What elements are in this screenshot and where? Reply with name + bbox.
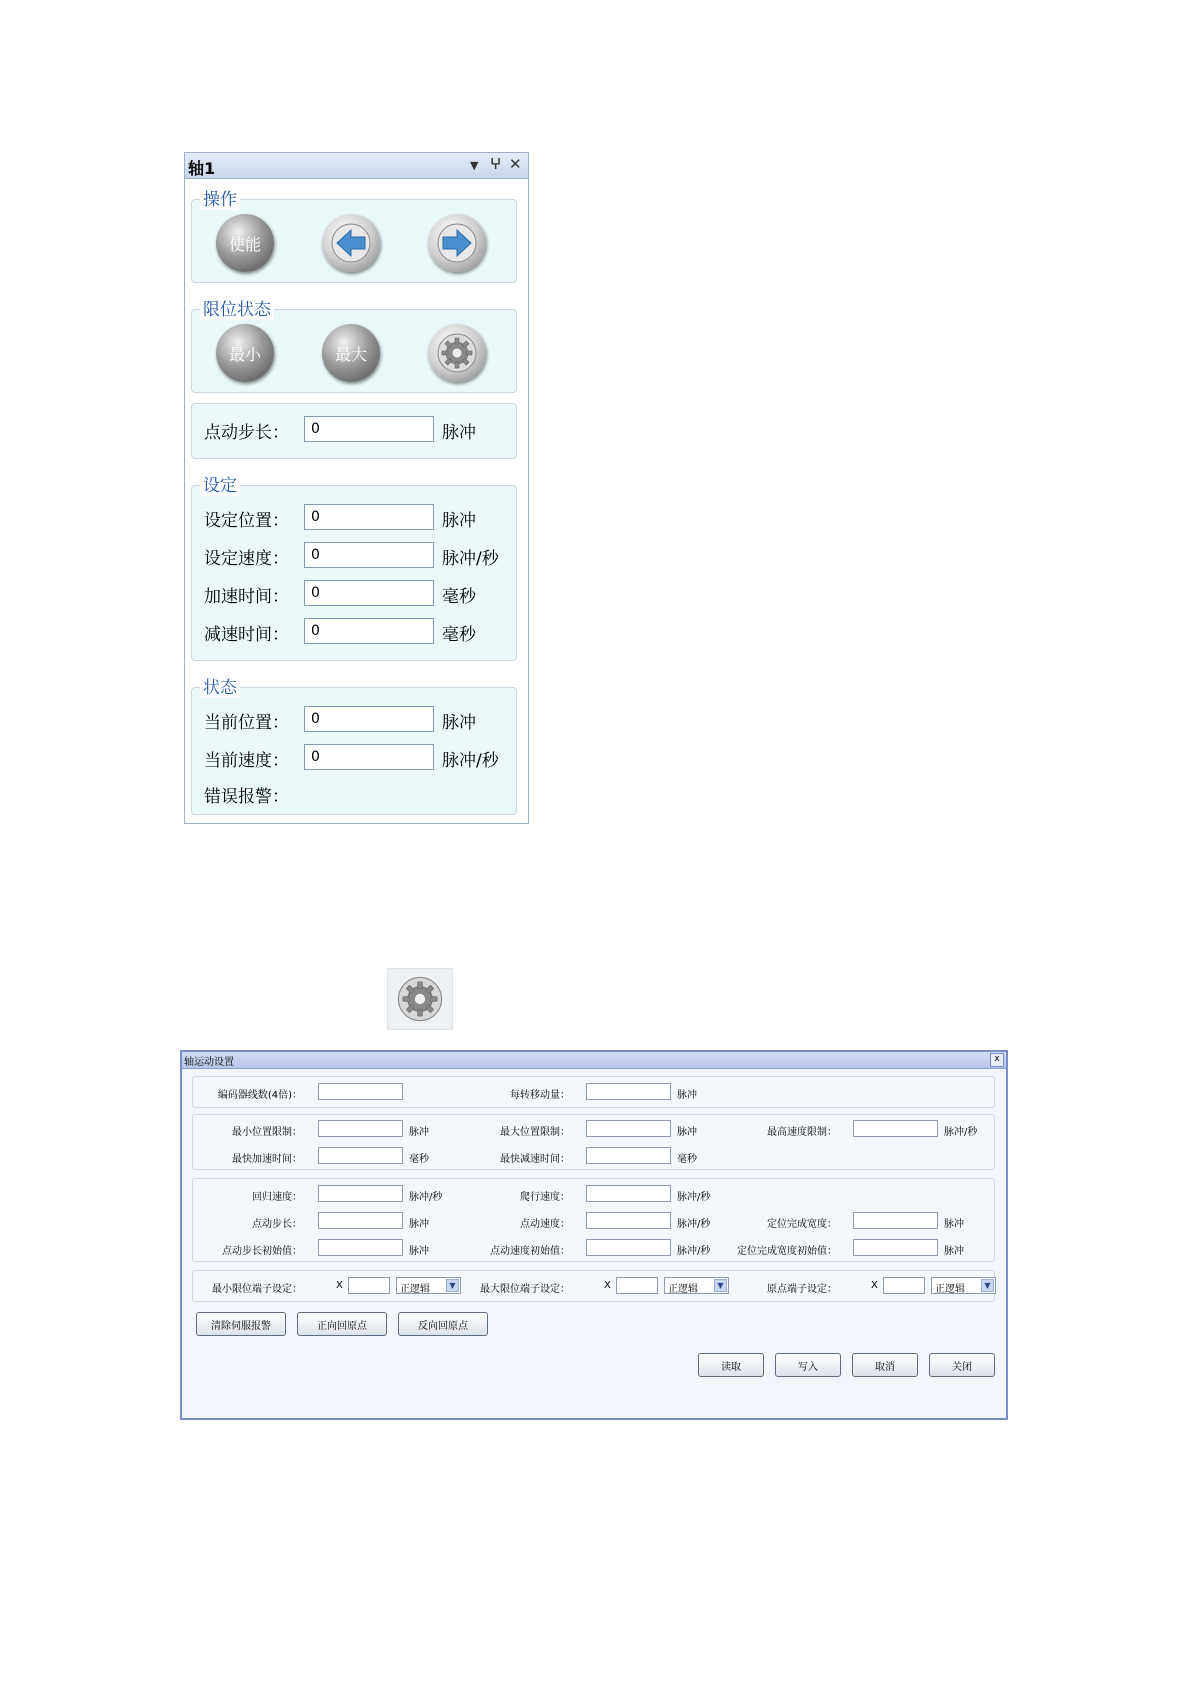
move-left-button[interactable] (322, 214, 380, 272)
max-speed-limit-label: 最高速度限制： (767, 1127, 837, 1138)
positioning-width-label: 定位完成宽度： (767, 1219, 837, 1230)
settings-button[interactable] (428, 324, 486, 382)
error-alarm-label: 错误报警： (204, 787, 289, 807)
home-speed-input[interactable] (318, 1185, 403, 1202)
chevron-down-icon[interactable]: ▼ (981, 1279, 994, 1292)
max-position-limit-input[interactable] (586, 1120, 671, 1137)
read-button[interactable]: 读取 (698, 1353, 764, 1377)
jog-step-label: 点动步长： (204, 423, 289, 443)
jog-step-setting-input[interactable] (318, 1212, 403, 1229)
home-speed-unit: 脉冲/秒 (409, 1192, 443, 1203)
per-rev-label: 每转移动量： (510, 1090, 570, 1101)
jog-speed-initial-unit: 脉冲/秒 (677, 1246, 711, 1257)
set-speed-unit: 脉冲/秒 (442, 549, 499, 569)
min-decel-time-input[interactable] (586, 1147, 671, 1164)
min-decel-time-unit: 毫秒 (677, 1154, 697, 1165)
panel-title: 轴1 (188, 159, 216, 178)
min-limit-label: 最小 (228, 344, 261, 364)
max-speed-limit-input[interactable] (853, 1120, 938, 1137)
positioning-width-initial-label: 定位完成宽度初始值： (737, 1246, 837, 1257)
home-reverse-button[interactable]: 反向回原点 (398, 1312, 488, 1336)
panel-title-bar (185, 153, 528, 179)
min-position-limit-input[interactable] (318, 1120, 403, 1137)
cancel-button[interactable]: 取消 (852, 1353, 918, 1377)
origin-terminal-label: 原点端子设定： (767, 1284, 837, 1295)
dropdown-icon[interactable]: ▼ (470, 159, 479, 172)
clear-servo-alarm-button[interactable]: 清除伺服报警 (196, 1312, 286, 1336)
positioning-width-initial-input[interactable] (853, 1239, 938, 1256)
chevron-down-icon[interactable]: ▼ (714, 1279, 727, 1292)
jog-step-setting-label: 点动步长： (252, 1219, 302, 1230)
set-speed-input[interactable]: 0 (304, 542, 434, 568)
creep-speed-unit: 脉冲/秒 (677, 1192, 711, 1203)
jog-speed-label: 点动速度： (520, 1219, 570, 1230)
home-speed-label: 回归速度： (252, 1192, 302, 1203)
limit-legend: 限位状态 (200, 300, 274, 320)
jog-speed-initial-label: 点动速度初始值： (490, 1246, 570, 1257)
max-limit-terminal-input[interactable] (616, 1277, 658, 1294)
gear-icon (395, 974, 445, 1024)
chevron-down-icon[interactable]: ▼ (446, 1279, 459, 1292)
min-accel-time-input[interactable] (318, 1147, 403, 1164)
max-position-limit-unit: 脉冲 (677, 1127, 697, 1138)
dialog-title: 轴运动设置 (184, 1057, 234, 1068)
axis-motion-settings-dialog (180, 1050, 1008, 1420)
enable-label: 使能 (228, 234, 261, 254)
jog-step-initial-input[interactable] (318, 1239, 403, 1256)
jog-group (191, 403, 517, 459)
pin-icon[interactable]: ⵖ (490, 155, 502, 173)
min-limit-logic-select[interactable] (396, 1277, 461, 1294)
axis-panel (184, 152, 529, 824)
encoder-group (192, 1076, 995, 1108)
left-arrow-icon (329, 221, 373, 265)
move-right-button[interactable] (428, 214, 486, 272)
current-speed-value: 0 (304, 744, 434, 770)
origin-logic-select[interactable] (931, 1277, 996, 1294)
min-limit-x-prefix: X (336, 1280, 343, 1291)
jog-step-input[interactable]: 0 (304, 416, 434, 442)
min-decel-time-label: 最快减速时间： (500, 1154, 570, 1165)
jog-speed-unit: 脉冲/秒 (677, 1219, 711, 1230)
close-button[interactable]: 关闭 (929, 1353, 995, 1377)
jog-step-setting-unit: 脉冲 (409, 1219, 429, 1230)
creep-speed-label: 爬行速度： (520, 1192, 570, 1203)
jog-step-unit: 脉冲 (442, 423, 476, 443)
settings-legend: 设定 (200, 476, 240, 496)
origin-terminal-input[interactable] (883, 1277, 925, 1294)
decel-time-unit: 毫秒 (442, 625, 476, 645)
right-arrow-icon (435, 221, 479, 265)
min-position-limit-label: 最小位置限制： (232, 1127, 302, 1138)
current-speed-unit: 脉冲/秒 (442, 751, 499, 771)
jog-speed-input[interactable] (586, 1212, 671, 1229)
panel-body (185, 179, 528, 823)
max-limit-logic-select[interactable] (664, 1277, 729, 1294)
status-legend: 状态 (200, 678, 240, 698)
decel-time-label: 减速时间： (204, 625, 289, 645)
status-group (191, 678, 517, 815)
positioning-width-initial-unit: 脉冲 (944, 1246, 964, 1257)
per-rev-unit: 脉冲 (677, 1090, 697, 1101)
current-position-label: 当前位置： (204, 713, 289, 733)
min-position-limit-unit: 脉冲 (409, 1127, 429, 1138)
positioning-width-unit: 脉冲 (944, 1219, 964, 1230)
jog-speed-initial-input[interactable] (586, 1239, 671, 1256)
decel-time-input[interactable]: 0 (304, 618, 434, 644)
home-forward-button[interactable]: 正向回原点 (297, 1312, 387, 1336)
origin-logic-value: 正逻辑 (935, 1284, 965, 1295)
current-position-unit: 脉冲 (442, 713, 476, 733)
min-limit-terminal-input[interactable] (348, 1277, 390, 1294)
gear-icon-preview (387, 968, 453, 1030)
homing-jog-group (192, 1178, 995, 1262)
jog-step-initial-unit: 脉冲 (409, 1246, 429, 1257)
set-speed-label: 设定速度： (204, 549, 289, 569)
set-position-input[interactable]: 0 (304, 504, 434, 530)
set-position-label: 设定位置： (204, 511, 289, 531)
jog-step-initial-label: 点动步长初始值： (222, 1246, 302, 1257)
encoder-lines-label: 编码器线数(4倍)： (217, 1090, 302, 1101)
dialog-close-icon[interactable]: x (990, 1053, 1004, 1067)
max-speed-limit-unit: 脉冲/秒 (944, 1127, 978, 1138)
min-accel-time-label: 最快加速时间： (232, 1154, 302, 1165)
max-limit-indicator (322, 324, 380, 382)
gear-icon (435, 331, 479, 375)
max-limit-logic-value: 正逻辑 (668, 1284, 698, 1295)
max-limit-label: 最大 (334, 344, 367, 364)
operation-group (191, 190, 517, 283)
accel-time-label: 加速时间： (204, 587, 289, 607)
max-limit-terminal-label: 最大限位端子设定： (480, 1284, 570, 1295)
encoder-lines-input[interactable] (318, 1083, 403, 1100)
per-rev-input[interactable] (586, 1083, 671, 1100)
terminal-settings-group (192, 1270, 995, 1302)
accel-time-unit: 毫秒 (442, 587, 476, 607)
operation-legend: 操作 (200, 190, 240, 210)
enable-button[interactable] (216, 214, 274, 272)
write-button[interactable]: 写入 (775, 1353, 841, 1377)
min-limit-logic-value: 正逻辑 (400, 1284, 430, 1295)
max-limit-x-prefix: X (604, 1280, 611, 1291)
set-position-unit: 脉冲 (442, 511, 476, 531)
min-limit-indicator (216, 324, 274, 382)
max-position-limit-label: 最大位置限制： (500, 1127, 570, 1138)
min-limit-terminal-label: 最小限位端子设定： (212, 1284, 302, 1295)
origin-x-prefix: X (871, 1280, 878, 1291)
current-position-value: 0 (304, 706, 434, 732)
creep-speed-input[interactable] (586, 1185, 671, 1202)
min-accel-time-unit: 毫秒 (409, 1154, 429, 1165)
limit-settings-group (192, 1114, 995, 1170)
dialog-title-bar (182, 1052, 1006, 1069)
limit-group (191, 300, 517, 393)
positioning-width-input[interactable] (853, 1212, 938, 1229)
close-icon[interactable]: ✕ (509, 155, 522, 173)
current-speed-label: 当前速度： (204, 751, 289, 771)
accel-time-input[interactable]: 0 (304, 580, 434, 606)
settings-group (191, 476, 517, 661)
